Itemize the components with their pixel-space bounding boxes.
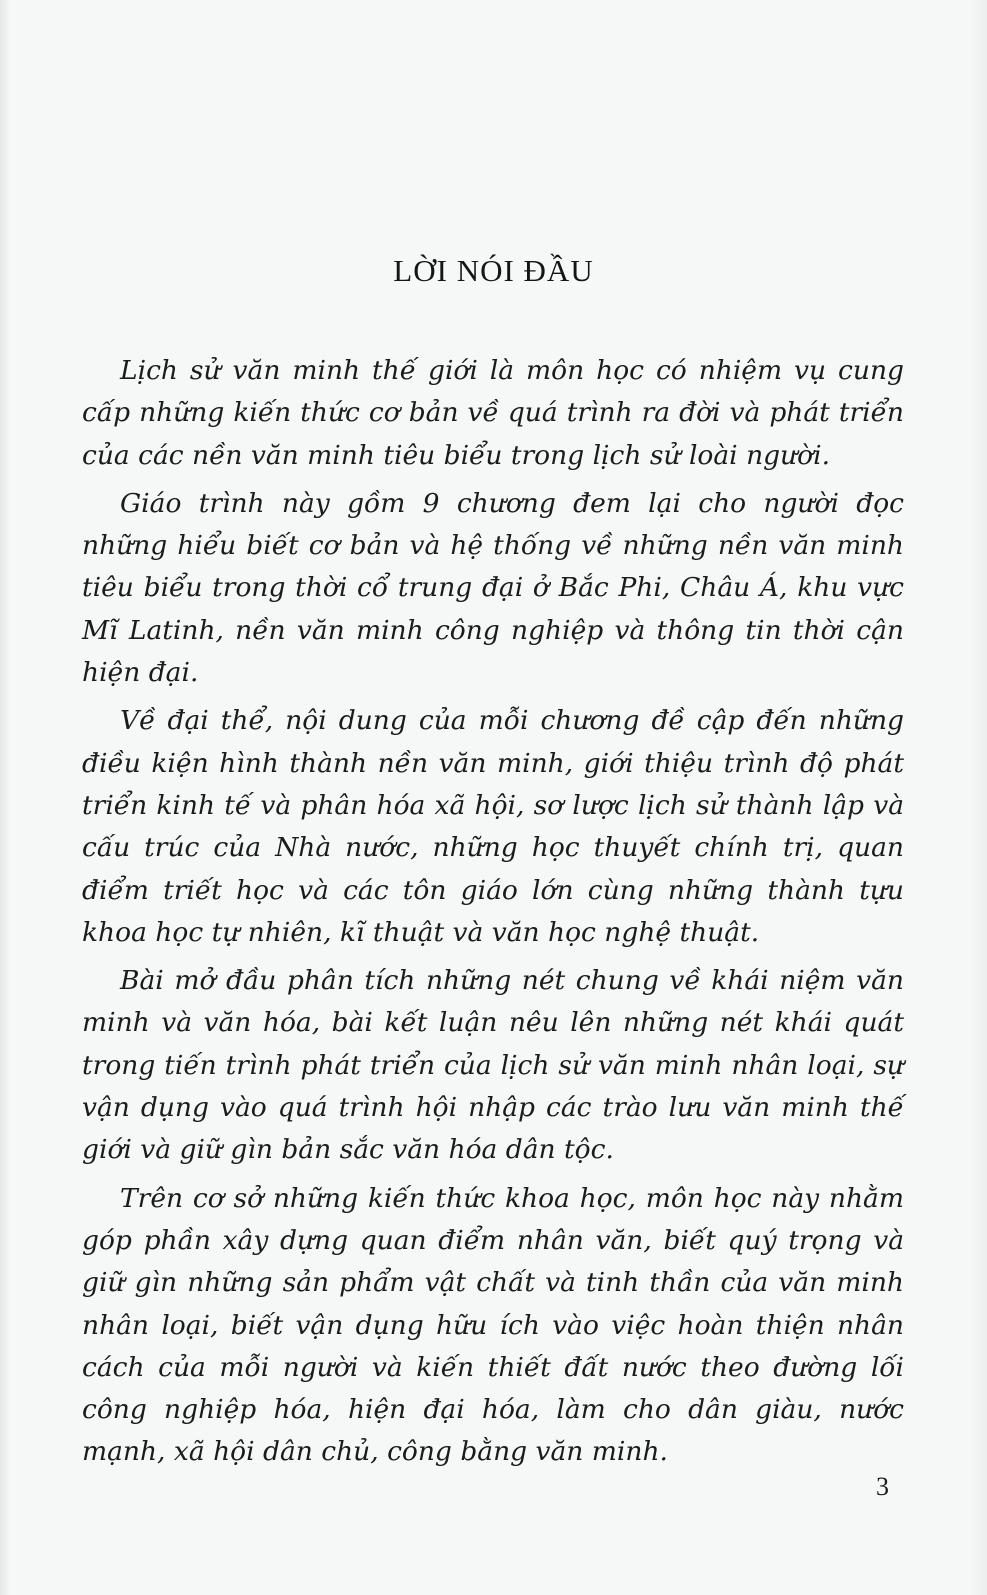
paragraph-3: Về đại thể, nội dung của mỗi chương đề cập đến những điều kiện hình thành nền văn minh, giới thiệu trình độ phát triển kinh tế và phân hóa xã hội, sơ lược lịch sử thành lập và cấu trúc của Nhà nước, những học thuyết chính trị, quan điểm triết học và các tôn giáo lớn cùng những thành tựu khoa học tự nhiên, kĩ thuật và văn học nghệ thuật. — [82, 705, 904, 948]
page-number: 3 — [876, 1472, 889, 1501]
paragraph-1: Lịch sử văn minh thế giới là môn học có nhiệm vụ cung cấp những kiến thức cơ bản về quá trình ra đời và phát triển của các nền văn minh tiêu biểu trong lịch sử loài người. — [82, 355, 904, 471]
paragraph-5: Trên cơ sở những kiến thức khoa học, môn học này nhằm góp phần xây dựng quan điểm nhân văn, biết quý trọng và giữ gìn những sản phẩm vật chất và tinh thần của văn minh nhân loại, biết vận dụng hữu ích vào việc hoàn thiện nhân cách của mỗi người và kiến thiết đất nước theo đường lối công nghiệp hóa, hiện đại hóa, làm cho dân giàu, nước mạnh, xã hội dân chủ, công bằng văn minh. — [82, 1182, 904, 1468]
paragraph-2: Giáo trình này gồm 9 chương đem lại cho người đọc những hiểu biết cơ bản và hệ thống về những nền văn minh tiêu biểu trong thời cổ trung đại ở Bắc Phi, Châu Á, khu vực Mĩ Latinh, nền văn minh công nghiệp và thông tin thời cận hiện đại. — [82, 487, 904, 689]
paragraph-4: Bài mở đầu phân tích những nét chung về khái niệm văn minh và văn hóa, bài kết luận nêu lên những nét khái quát trong tiến trình phát triển của lịch sử văn minh nhân loại, sự vận dụng vào quá trình hội nhập các trào lưu văn minh thế giới và giữ gìn bản sắc văn hóa dân tộc. — [82, 965, 904, 1166]
page-title: LỜI NÓI ĐẦU — [393, 253, 594, 288]
preface-body — [82, 350, 904, 1480]
